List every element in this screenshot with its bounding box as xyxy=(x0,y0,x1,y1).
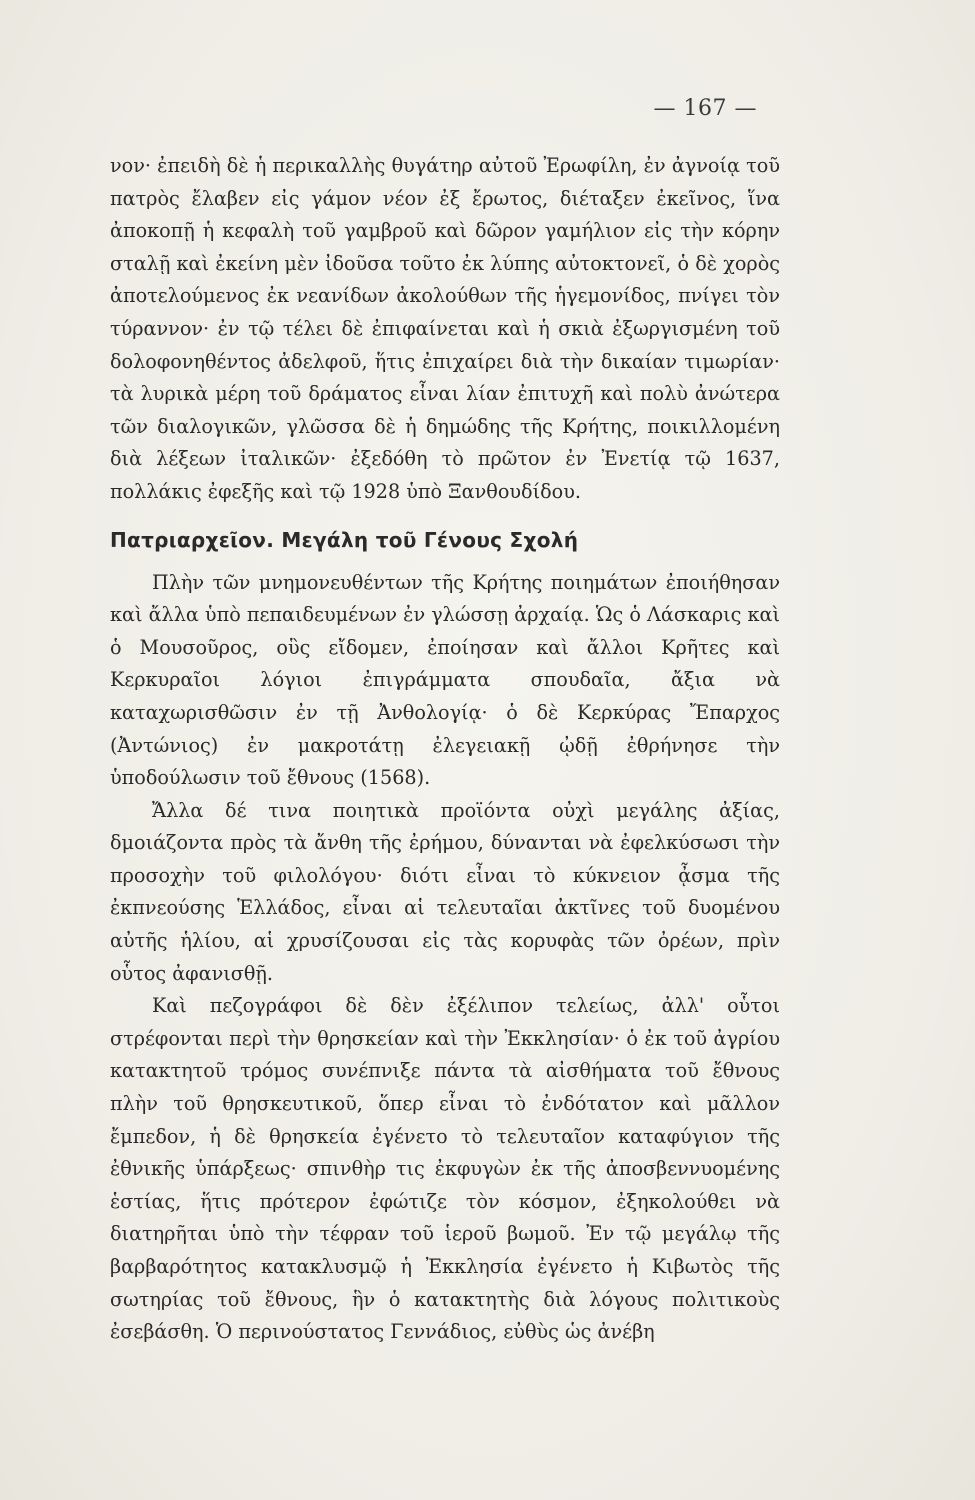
section-heading: Πατριαρχεῖον. Μεγάλη τοῦ Γένους Σχολή xyxy=(110,527,579,552)
page-text xyxy=(110,150,780,1349)
page-number: — 167 — xyxy=(653,96,757,121)
paragraph-3: Ἄλλα δέ τινα ποιητικὰ προϊόντα οὐχὶ μεγάλης ἀξίας, δμοιάζοντα πρὸς τὰ ἄνθη τῆς ἐρήμου, δύνανται νὰ ἐφελκύσωσι τὴν προσοχὴν τοῦ φιλολόγου· διότι εἶναι τὸ κύκνειον ᾆσμα τῆς ἐκπνεούσης Ἑλλάδος, εἶναι αἱ τελευταῖαι ἀκτῖνες τοῦ δυομένου αὐτῆς ἡλίου, αἱ χρυσίζουσαι εἰς τὰς κορυφὰς τῶν ὀρέων, πρὶν οὗτος ἀφανισθῇ. xyxy=(110,798,780,985)
paragraph-4: Καὶ πεζογράφοι δὲ δὲν ἐξέλιπον τελείως, ἀλλ' οὗτοι στρέφονται περὶ τὴν θρησκείαν καὶ τὴν Ἐκκλησίαν· ὁ ἐκ τοῦ ἀγρίου κατακτητοῦ τρόμος συνέπνιξε πάντα τὰ αἰσθήματα τοῦ ἔθνους πλὴν τοῦ θρησκευτικοῦ, ὅπερ εἶναι τὸ ἐνδότατον καὶ μᾶλλον ἔμπεδον, ἡ δὲ θρησκεία ἐγένετο τὸ τελευταῖον καταφύγιον τῆς ἐθνικῆς ὑπάρξεως· σπινθὴρ τις ἐκφυγὼν ἐκ τῆς ἀποσβεννυομένης ἑστίας, ἥτις πρότερον ἐφώτιζε τὸν κόσμον, ἐξηκολούθει νὰ διατηρῆται ὑπὸ τὴν τέφραν τοῦ ἱεροῦ βωμοῦ. Ἐν τῷ μεγάλῳ τῆς βαρβαρότητος κατακλυσμῷ ἡ Ἐκκλησία ἐγένετο ἡ Κιβωτὸς τῆς σωτηρίας τοῦ ἔθνους, ἣν ὁ κατακτητὴς διὰ λόγους πολιτικοὺς ἐσεβάσθη. Ὁ περινούστατος Γεννάδιος, εὐθὺς ὡς ἀνέβη xyxy=(110,994,780,1344)
paragraph-1: νον· ἐπειδὴ δὲ ἡ περικαλλὴς θυγάτηρ αὐτοῦ Ἐρωφίλη, ἐν ἀγνοίᾳ τοῦ πατρὸς ἔλαβεν εἰς γάμον νέον ἐξ ἔρωτος, διέταξεν ἐκεῖνος, ἵνα ἀποκοπῇ ἡ κεφαλὴ τοῦ γαμβροῦ καὶ δῶρον γαμήλιον εἰς τὴν κόρην σταλῇ καὶ ἐκείνη μὲν ἰδοῦσα τοῦτο ἐκ λύπης αὐτοκτονεῖ, ὁ δὲ χορὸς ἀποτελούμενος ἐκ νεανίδων ἀκολούθων τῆς ἡγεμονίδος, πνίγει τὸν τύραννον· ἐν τῷ τέλει δὲ ἐπιφαίνεται καὶ ἡ σκιὰ ἐξωργισμένη τοῦ δολοφονηθέντος ἀδελφοῦ, ἥτις ἐπιχαίρει διὰ τὴν δικαίαν τιμωρίαν· τὰ λυρικὰ μέρη τοῦ δράματος εἶναι λίαν ἐπιτυχῆ καὶ πολὺ ἀνώτερα τῶν διαλογικῶν, γλῶσσα δὲ ἡ δημώδης τῆς Κρήτης, ποικιλλομένη διὰ λέξεων ἰταλικῶν· ἐξεδόθη τὸ πρῶτον ἐν Ἐνετίᾳ τῷ 1637, πολλάκις ἐφεξῆς καὶ τῷ 1928 ὑπὸ Ξανθουδίδου. xyxy=(110,154,780,503)
paragraph-2: Πλὴν τῶν μνημονευθέντων τῆς Κρήτης ποιημάτων ἐποιήθησαν καὶ ἄλλα ὑπὸ πεπαιδευμένων ἐν γλώσσῃ ἀρχαίᾳ. Ὡς ὁ Λάσκαρις καὶ ὁ Μουσοῦρος, οὓς εἴδομεν, ἐποίησαν καὶ ἄλλοι Κρῆτες καὶ Κερκυραῖοι λόγιοι ἐπιγράμματα σπουδαῖα, ἄξια νὰ καταχωρισθῶσιν ἐν τῇ Ἀνθολογίᾳ· ὁ δὲ Κερκύρας Ἔπαρχος (Ἀντώνιος) ἐν μακροτάτῃ ἐλεγειακῇ ᾠδῇ ἐθρήνησε τὴν ὑποδούλωσιν τοῦ ἔθνους (1568). xyxy=(110,570,780,790)
